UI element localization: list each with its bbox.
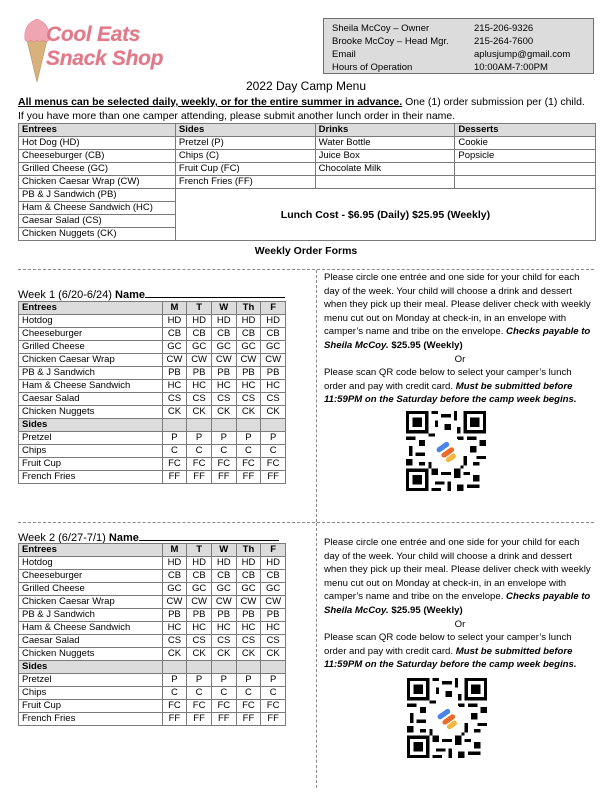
lunch-cost: Lunch Cost - $6.95 (Daily) $25.95 (Weekly) — [175, 189, 595, 241]
logo-line-1: Cool Eats — [46, 23, 141, 46]
item-name: Fruit Cup — [19, 458, 163, 471]
order-row-grilled-cheese — [19, 341, 286, 354]
week-label: Week 1 (6/20-6/24) — [18, 289, 116, 301]
contact-value: 10:00AM-7:00PM — [474, 62, 548, 73]
order-cell[interactable]: CK — [187, 648, 212, 661]
item-name: Caesar Salad — [19, 635, 163, 648]
menu-row — [19, 189, 596, 202]
order-row-cheeseburger — [19, 570, 286, 583]
order-cell[interactable]: FC — [236, 700, 261, 713]
order-cell[interactable]: FF — [236, 471, 261, 484]
order-cell[interactable]: FF — [261, 471, 286, 484]
order-cell[interactable]: PB — [236, 609, 261, 622]
menu-header: Desserts — [455, 124, 596, 137]
order-cell[interactable]: HD — [187, 315, 212, 328]
order-cell[interactable]: P — [162, 432, 187, 445]
checks-payable: Checks payable to Sheila McCoy. — [324, 326, 591, 351]
menu-entree: Cheeseburger (CB) — [19, 150, 176, 163]
order-cell[interactable]: FC — [162, 458, 187, 471]
menu-row — [19, 150, 596, 163]
item-name: Chicken Nuggets — [19, 406, 163, 419]
menu-entree: Chicken Nuggets (CK) — [19, 228, 176, 241]
instructions-text: Please circle one entrée and one side for your child for each day of the week. Your child will choose a drink and dessert when they pick up their meal. Please deliver check with weekly menu cut out on Monday at check-in, in an envelope with camper’s name and tribe on the envelope. — [324, 537, 591, 603]
contact-value: 215-206-9326 — [474, 23, 534, 34]
order-cell[interactable]: FF — [236, 713, 261, 726]
order-cell[interactable]: PB — [187, 367, 212, 380]
menu-side: Chips (C) — [175, 150, 315, 163]
order-cell[interactable]: CB — [211, 328, 236, 341]
order-cell[interactable]: HD — [162, 315, 187, 328]
contact-label: Sheila McCoy – Owner — [332, 23, 430, 34]
order-cell[interactable]: CW — [162, 354, 187, 367]
order-row-cheeseburger — [19, 328, 286, 341]
order-row-french-fries — [19, 471, 286, 484]
or-divider: Or — [454, 353, 466, 365]
order-row-caesar-salad — [19, 635, 286, 648]
logo-line-2: Snack Shop — [46, 47, 164, 70]
order-cell[interactable]: CB — [236, 328, 261, 341]
order-cell[interactable]: HC — [187, 380, 212, 393]
sides-header-row — [19, 419, 286, 432]
order-cell[interactable]: HC — [236, 622, 261, 635]
cut-line-vertical — [316, 270, 317, 522]
intro-rest: One (1) order submission per (1) child. — [402, 96, 585, 108]
order-cell[interactable]: GC — [211, 583, 236, 596]
order-cell[interactable]: HD — [261, 315, 286, 328]
contact-email[interactable]: aplusjump@gmail.com — [474, 49, 571, 60]
order-row-grilled-cheese — [19, 583, 286, 596]
week-2-instructions — [324, 536, 596, 672]
order-cell[interactable]: PB — [187, 609, 212, 622]
day-header: T — [187, 544, 212, 557]
item-name: Fruit Cup — [19, 700, 163, 713]
order-cell[interactable]: HD — [211, 557, 236, 570]
item-name: Hotdog — [19, 557, 163, 570]
order-row-fruit-cup — [19, 458, 286, 471]
order-cell[interactable]: P — [261, 674, 286, 687]
order-cell[interactable]: CW — [236, 354, 261, 367]
item-name: Chicken Caesar Wrap — [19, 596, 163, 609]
order-cell[interactable]: FC — [187, 458, 212, 471]
order-cell[interactable]: FC — [261, 458, 286, 471]
checks-payable: Checks payable to Sheila McCoy. — [324, 591, 591, 616]
weekly-price: $25.95 (Weekly) — [388, 339, 463, 351]
sides-header: Sides — [19, 661, 163, 674]
day-header: W — [211, 302, 236, 315]
order-cell[interactable]: CB — [261, 328, 286, 341]
order-cell[interactable]: CK — [211, 406, 236, 419]
instructions-text: Please circle one entrée and one side for your child for each day of the week. Your child will choose a drink and dessert when they pick up their meal. Please deliver check with weekly menu cut out on Monday at check-in, in an envelope with camper’s name and tribe on the envelope. — [324, 272, 591, 338]
order-row-hotdog — [19, 557, 286, 570]
order-row-french-fries — [19, 713, 286, 726]
order-cell[interactable]: FC — [162, 700, 187, 713]
order-cell[interactable]: CS — [261, 635, 286, 648]
order-cell[interactable]: CS — [211, 393, 236, 406]
item-name: Chicken Caesar Wrap — [19, 354, 163, 367]
order-cell[interactable]: HD — [236, 557, 261, 570]
day-header: Th — [236, 302, 261, 315]
order-cell[interactable]: C — [261, 445, 286, 458]
order-row-chips — [19, 445, 286, 458]
name-field[interactable] — [145, 287, 285, 298]
order-cell[interactable]: GC — [236, 583, 261, 596]
menu-drink: Chocolate Milk — [315, 163, 455, 176]
order-row-pretzel — [19, 674, 286, 687]
order-cell[interactable]: CK — [187, 406, 212, 419]
order-cell[interactable]: PB — [211, 609, 236, 622]
menu-entree: Caesar Salad (CS) — [19, 215, 176, 228]
order-header-row — [19, 544, 286, 557]
week-1-title — [18, 287, 285, 301]
order-cell[interactable]: FF — [261, 713, 286, 726]
week-2-title — [18, 530, 279, 544]
order-cell[interactable]: CK — [162, 406, 187, 419]
logo — [22, 16, 172, 84]
order-cell[interactable]: HC — [236, 380, 261, 393]
order-cell[interactable]: P — [162, 674, 187, 687]
order-cell[interactable]: C — [187, 687, 212, 700]
deadline-text: Must be submitted before 11:59PM on the Saturday before the camp week begins. — [324, 380, 577, 406]
order-cell[interactable]: GC — [261, 583, 286, 596]
order-cell[interactable]: CK — [211, 648, 236, 661]
menu-header: Sides — [175, 124, 315, 137]
contact-row — [332, 35, 592, 48]
contact-row — [332, 22, 592, 35]
order-cell[interactable]: CB — [187, 328, 212, 341]
menu-entree: PB & J Sandwich (PB) — [19, 189, 176, 202]
intro-line-1 — [18, 96, 608, 108]
deadline-text: Must be submitted before 11:59PM on the Saturday before the camp week begins. — [324, 645, 577, 671]
menu-row — [19, 137, 596, 150]
cut-line — [18, 522, 594, 523]
order-cell[interactable]: HC — [162, 380, 187, 393]
menu-side: Pretzel (P) — [175, 137, 315, 150]
week-1-instructions — [324, 271, 596, 407]
menu-drink — [315, 176, 455, 189]
order-row-caesar-salad — [19, 393, 286, 406]
order-row-chicken-nuggets — [19, 406, 286, 419]
item-name: French Fries — [19, 713, 163, 726]
order-cell[interactable]: CW — [187, 596, 212, 609]
order-cell[interactable]: PB — [162, 367, 187, 380]
order-cell[interactable]: P — [187, 432, 212, 445]
order-cell[interactable]: FF — [211, 713, 236, 726]
item-name: Grilled Cheese — [19, 341, 163, 354]
order-cell[interactable]: HC — [211, 622, 236, 635]
order-cell[interactable]: PB — [162, 609, 187, 622]
order-cell[interactable]: CS — [261, 393, 286, 406]
order-cell[interactable]: HD — [187, 557, 212, 570]
contact-label: Email — [332, 49, 356, 60]
item-name: Chips — [19, 445, 163, 458]
week-label: Week 2 (6/27-7/1) — [18, 532, 109, 544]
order-cell[interactable]: FF — [162, 713, 187, 726]
item-name: Pretzel — [19, 432, 163, 445]
sides-header-row — [19, 661, 286, 674]
menu-entree: Chicken Caesar Wrap (CW) — [19, 176, 176, 189]
menu-header-row — [19, 124, 596, 137]
weekly-price: $25.95 (Weekly) — [388, 604, 463, 616]
order-cell[interactable]: CS — [211, 635, 236, 648]
order-cell[interactable]: GC — [211, 341, 236, 354]
menu-dessert: Cookie — [455, 137, 596, 150]
order-cell[interactable]: CW — [162, 596, 187, 609]
order-cell[interactable]: PB — [211, 367, 236, 380]
order-cell[interactable]: GC — [261, 341, 286, 354]
order-cell[interactable]: CS — [236, 393, 261, 406]
item-name: Grilled Cheese — [19, 583, 163, 596]
order-cell[interactable]: CK — [162, 648, 187, 661]
order-row-chicken-caesar-wrap — [19, 596, 286, 609]
order-cell[interactable]: CW — [211, 596, 236, 609]
order-cell[interactable]: CB — [236, 570, 261, 583]
item-name: Chips — [19, 687, 163, 700]
item-name: PB & J Sandwich — [19, 609, 163, 622]
menu-side: French Fries (FF) — [175, 176, 315, 189]
order-cell[interactable]: GC — [162, 583, 187, 596]
order-row-pbj — [19, 609, 286, 622]
order-cell[interactable]: HC — [211, 380, 236, 393]
contact-box — [323, 18, 594, 74]
order-cell[interactable]: HD — [261, 557, 286, 570]
order-row-fruit-cup — [19, 700, 286, 713]
order-cell[interactable]: CB — [162, 328, 187, 341]
qr-instructions: Please scan QR code below to select your camper’s lunch order and pay with credit card. — [324, 367, 572, 392]
contact-label: Hours of Operation — [332, 62, 413, 73]
week-1-order-table — [18, 301, 286, 484]
order-cell[interactable]: CW — [187, 354, 212, 367]
cut-line — [18, 269, 594, 270]
order-cell[interactable]: P — [211, 432, 236, 445]
order-cell[interactable]: CW — [261, 596, 286, 609]
order-cell[interactable]: FF — [162, 471, 187, 484]
menu-drink: Water Bottle — [315, 137, 455, 150]
menu-entree: Ham & Cheese Sandwich (HC) — [19, 202, 176, 215]
order-cell[interactable]: C — [236, 445, 261, 458]
order-cell[interactable]: CS — [162, 635, 187, 648]
item-name: Chicken Nuggets — [19, 648, 163, 661]
day-header: M — [162, 544, 187, 557]
order-cell[interactable]: FC — [211, 458, 236, 471]
order-cell[interactable]: HD — [211, 315, 236, 328]
entrees-header: Entrees — [19, 302, 163, 315]
day-header: M — [162, 302, 187, 315]
order-row-chicken-caesar-wrap — [19, 354, 286, 367]
order-cell[interactable]: FF — [211, 471, 236, 484]
qr-code-icon[interactable] — [407, 678, 487, 758]
order-cell[interactable]: HC — [162, 622, 187, 635]
order-cell[interactable]: C — [211, 445, 236, 458]
order-row-pbj — [19, 367, 286, 380]
order-cell[interactable]: CB — [211, 570, 236, 583]
order-row-hotdog — [19, 315, 286, 328]
order-cell[interactable]: CB — [187, 570, 212, 583]
item-name: Cheeseburger — [19, 570, 163, 583]
day-header: F — [261, 302, 286, 315]
entrees-header: Entrees — [19, 544, 163, 557]
order-cell[interactable]: CW — [236, 596, 261, 609]
menu-row — [19, 163, 596, 176]
order-cell[interactable]: CB — [261, 570, 286, 583]
order-cell[interactable]: GC — [162, 341, 187, 354]
order-cell[interactable]: FC — [236, 458, 261, 471]
order-cell[interactable]: FC — [187, 700, 212, 713]
menu-header: Entrees — [19, 124, 176, 137]
order-cell[interactable]: PB — [261, 609, 286, 622]
order-cell[interactable]: CS — [187, 635, 212, 648]
order-cell[interactable]: C — [236, 687, 261, 700]
day-header: W — [211, 544, 236, 557]
item-name: Ham & Cheese Sandwich — [19, 622, 163, 635]
order-row-ham-cheese — [19, 622, 286, 635]
order-cell[interactable]: C — [211, 687, 236, 700]
order-cell[interactable]: FC — [261, 700, 286, 713]
intro-line-2: If you have more than one camper attending, please submit another lunch order in their name. — [18, 110, 456, 122]
page-title: 2022 Day Camp Menu — [245, 79, 367, 93]
item-name: PB & J Sandwich — [19, 367, 163, 380]
order-cell[interactable]: FF — [187, 471, 212, 484]
order-cell[interactable]: P — [211, 674, 236, 687]
order-cell[interactable]: HC — [261, 622, 286, 635]
menu-entree: Hot Dog (HD) — [19, 137, 176, 150]
menu-table — [18, 123, 596, 241]
order-cell[interactable]: CK — [236, 406, 261, 419]
day-header: T — [187, 302, 212, 315]
menu-dessert: Popsicle — [455, 150, 596, 163]
order-cell[interactable]: CS — [236, 635, 261, 648]
order-cell[interactable]: PB — [236, 367, 261, 380]
order-header-row — [19, 302, 286, 315]
qr-instructions: Please scan QR code below to select your camper’s lunch order and pay with credit card. — [324, 632, 572, 657]
menu-dessert — [455, 176, 596, 189]
order-cell[interactable]: GC — [187, 583, 212, 596]
order-cell[interactable]: GC — [236, 341, 261, 354]
order-cell[interactable]: C — [261, 687, 286, 700]
day-header: Th — [236, 544, 261, 557]
item-name: Hotdog — [19, 315, 163, 328]
order-cell[interactable]: CW — [261, 354, 286, 367]
weekly-order-forms-title: Weekly Order Forms — [254, 245, 358, 257]
order-cell[interactable]: CK — [236, 648, 261, 661]
order-cell[interactable]: GC — [187, 341, 212, 354]
order-row-pretzel — [19, 432, 286, 445]
or-divider: Or — [454, 618, 466, 630]
week-2-order-table — [18, 543, 286, 726]
order-row-ham-cheese — [19, 380, 286, 393]
sides-header: Sides — [19, 419, 163, 432]
contact-value: 215-264-7600 — [474, 36, 534, 47]
order-cell[interactable]: CK — [261, 648, 286, 661]
order-cell[interactable]: CW — [211, 354, 236, 367]
day-header: F — [261, 544, 286, 557]
name-label: Name — [108, 532, 139, 544]
order-cell[interactable]: PB — [261, 367, 286, 380]
order-cell[interactable]: P — [261, 432, 286, 445]
order-cell[interactable]: FF — [187, 713, 212, 726]
menu-entree: Grilled Cheese (GC) — [19, 163, 176, 176]
cut-line-vertical — [316, 523, 317, 788]
order-cell[interactable]: C — [162, 687, 187, 700]
order-cell[interactable]: HC — [261, 380, 286, 393]
menu-dessert — [455, 163, 596, 176]
menu-side: Fruit Cup (FC) — [175, 163, 315, 176]
order-cell[interactable]: CK — [261, 406, 286, 419]
name-label: Name — [115, 289, 145, 301]
order-cell[interactable]: CS — [162, 393, 187, 406]
order-cell[interactable]: P — [236, 674, 261, 687]
order-row-chicken-nuggets — [19, 648, 286, 661]
intro-emphasis: All menus can be selected daily, weekly, or for the entire summer in advance. — [18, 96, 403, 108]
item-name: Caesar Salad — [19, 393, 163, 406]
menu-drink: Juice Box — [315, 150, 455, 163]
contact-label: Brooke McCoy – Head Mgr. — [332, 36, 449, 47]
item-name: Ham & Cheese Sandwich — [19, 380, 163, 393]
order-cell[interactable]: HD — [236, 315, 261, 328]
order-row-chips — [19, 687, 286, 700]
order-cell[interactable]: CB — [162, 570, 187, 583]
order-cell[interactable]: P — [236, 432, 261, 445]
menu-header: Drinks — [315, 124, 455, 137]
order-cell[interactable]: FC — [211, 700, 236, 713]
item-name: French Fries — [19, 471, 163, 484]
order-cell[interactable]: HD — [162, 557, 187, 570]
order-cell[interactable]: HC — [187, 622, 212, 635]
menu-row — [19, 176, 596, 189]
order-cell[interactable]: C — [187, 445, 212, 458]
contact-row — [332, 61, 592, 74]
name-field[interactable] — [139, 530, 279, 541]
item-name: Cheeseburger — [19, 328, 163, 341]
contact-row — [332, 48, 592, 61]
qr-code-icon[interactable] — [406, 411, 486, 491]
item-name: Pretzel — [19, 674, 163, 687]
order-cell[interactable]: CS — [187, 393, 212, 406]
order-cell[interactable]: P — [187, 674, 212, 687]
order-cell[interactable]: C — [162, 445, 187, 458]
